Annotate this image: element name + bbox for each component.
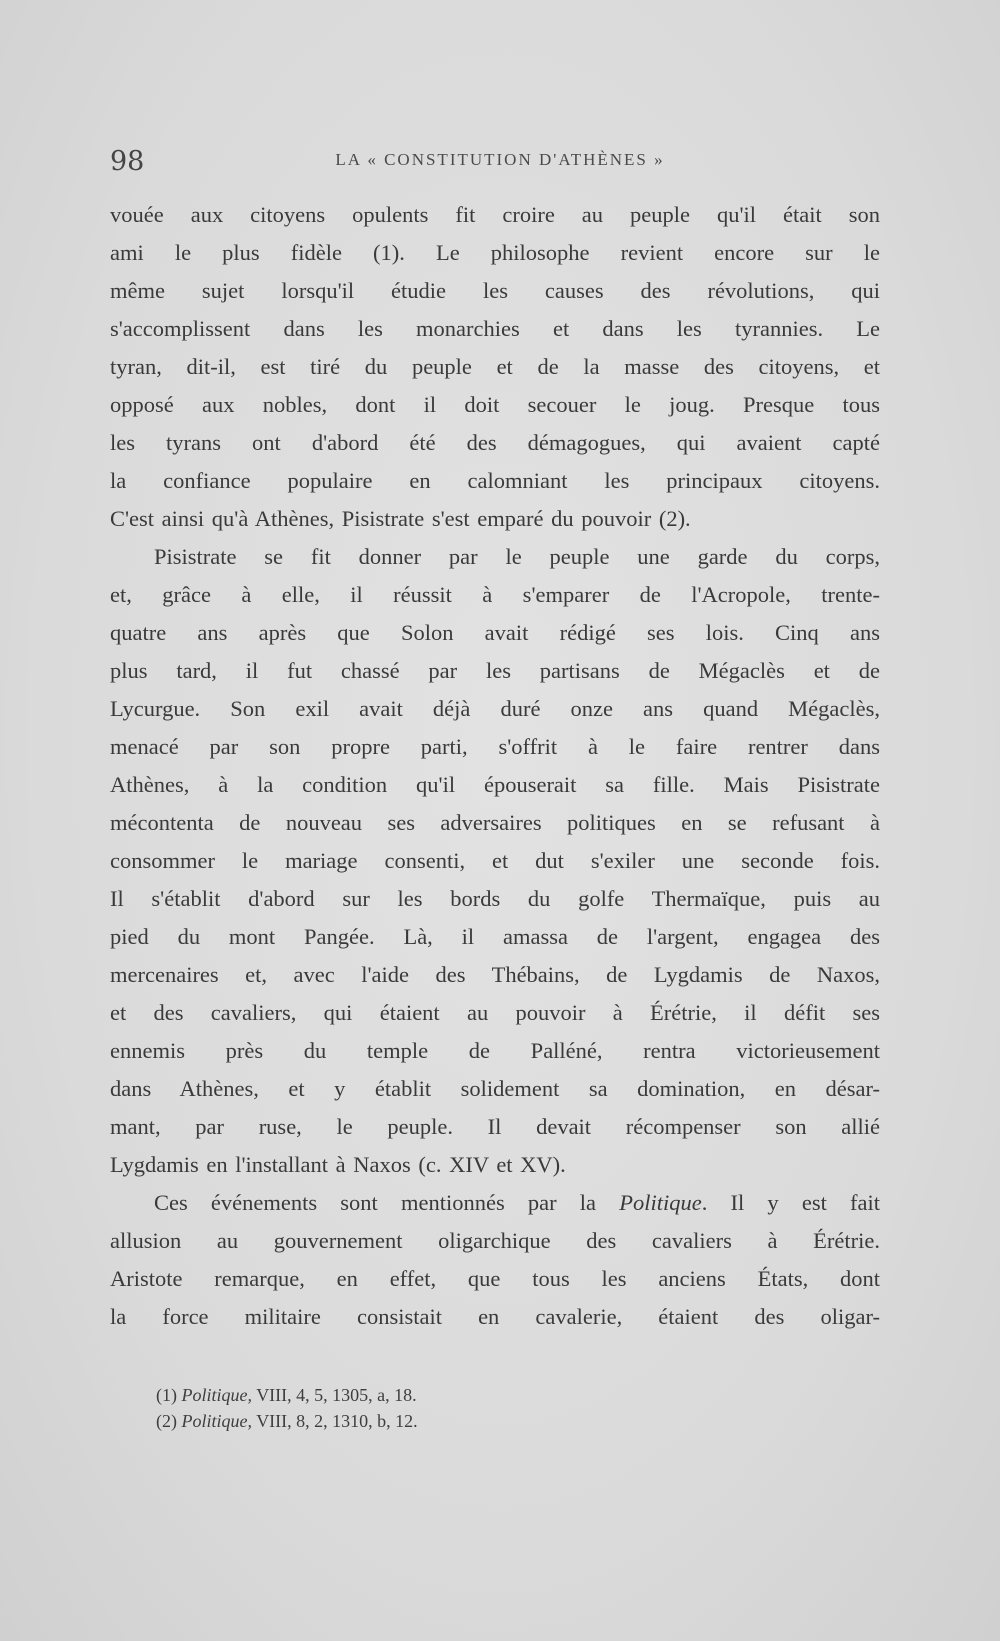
text-line: Aristote remarque, en effet, que tous les anciens États, dont [110,1266,880,1291]
text-line: Il s'établit d'abord sur les bords du golfe Thermaïque, puis au [110,886,880,911]
text-line: la confiance populaire en calomniant les principaux citoyens. [110,468,880,493]
text-line: mant, par ruse, le peuple. Il devait récompenser son allié [110,1114,880,1139]
text-line: s'accomplissent dans les monarchies et dans les tyrannies. Le [110,316,880,341]
text-line: ami le plus fidèle (1). Le philosophe revient encore sur le [110,240,880,265]
text-line: Lycurgue. Son exil avait déjà duré onze ans quand Mégaclès, [110,696,880,721]
text-line: Athènes, à la condition qu'il épouserait sa fille. Mais Pisistrate [110,772,880,797]
text-line: allusion au gouvernement oligarchique des cavaliers à Érétrie. [110,1228,880,1253]
text-line: vouée aux citoyens opulents fit croire au peuple qu'il était son [110,202,880,227]
text-line: même sujet lorsqu'il étudie les causes des révolutions, qui [110,278,880,303]
text-line: quatre ans après que Solon avait rédigé ses lois. Cinq ans [110,620,880,645]
footnote [156,1408,756,1434]
text-line: consommer le mariage consenti, et dut s'exiler une seconde fois. [110,848,880,873]
text-line: opposé aux nobles, dont il doit secouer le joug. Presque tous [110,392,880,417]
text-line: mécontenta de nouveau ses adversaires politiques en se refusant à [110,810,880,835]
text-line: ennemis près du temple de Palléné, rentra victorieusement [110,1038,880,1063]
text-line: et des cavaliers, qui étaient au pouvoir à Érétrie, il défit ses [110,1000,880,1025]
italic-reference: Politique [619,1190,702,1215]
text-line: les tyrans ont d'abord été des démagogues, qui avaient capté [110,430,880,455]
footnote-source: Politique, [181,1411,252,1431]
page-header [110,146,890,182]
footnote-number: (1) [156,1385,177,1405]
footnotes [156,1382,756,1434]
body-text [110,196,880,1336]
text-line [110,1184,880,1222]
footnote-source: Politique, [181,1385,252,1405]
text-line: plus tard, il fut chassé par les partisans de Mégaclès et de [110,658,880,683]
footnote-detail: VIII, 4, 5, 1305, a, 18. [256,1385,417,1405]
text-line: dans Athènes, et y établit solidement sa domination, en désar- [110,1076,880,1101]
text-line: Lygdamis en l'installant à Naxos (c. XIV et XV). [110,1152,566,1177]
running-title: LA « CONSTITUTION D'ATHÈNES » [335,150,665,169]
text-segment: . Il y est fait [701,1190,880,1215]
footnote-number: (2) [156,1411,177,1431]
text-line: menacé par son propre parti, s'offrit à le faire rentrer dans [110,734,880,759]
text-line: C'est ainsi qu'à Athènes, Pisistrate s'est emparé du pouvoir (2). [110,506,691,531]
text-line: pied du mont Pangée. Là, il amassa de l'argent, engagea des [110,924,880,949]
page-number: 98 [110,146,145,177]
text-line: la force militaire consistait en cavalerie, étaient des oligar- [110,1304,880,1329]
text-line: Pisistrate se fit donner par le peuple une garde du corps, [154,544,880,569]
text-line: et, grâce à elle, il réussit à s'emparer de l'Acropole, trente- [110,582,880,607]
footnote-detail: VIII, 8, 2, 1310, b, 12. [256,1411,418,1431]
text-line: mercenaires et, avec l'aide des Thébains, de Lygdamis de Naxos, [110,962,880,987]
text-segment: Ces événements sont mentionnés par la [154,1190,620,1215]
text-line: tyran, dit-il, est tiré du peuple et de la masse des citoyens, et [110,354,880,379]
footnote [156,1382,756,1408]
